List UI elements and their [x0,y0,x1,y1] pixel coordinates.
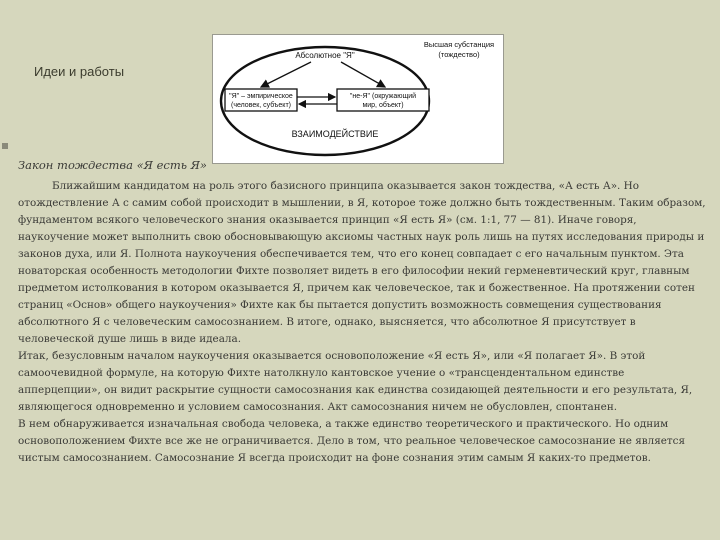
empirical-label-2: (человек, субъект) [231,102,291,109]
empirical-label-1: "Я" – эмпирическое [229,93,293,100]
bullet-marker [2,143,8,149]
arrow-to-empirical [261,62,311,87]
body-text [18,178,708,467]
not-i-label-2: мир, объект) [362,102,404,109]
paragraph-1: Ближайшим кандидатом на роль этого базисного принципа оказывается закон тождества, «А есть А». Но отождествление А с самим собой происходит в мышлении, в Я, которое тоже должно быть тождественным. Таким образом, фундаментом всякого человеческого знания оказывается принцип «Я есть Я» (см. 1:1, 77 — 81). Иначе говоря, наукоучение может выполнить свою обосновывающую аксиомы частных наук роль лишь на путях исследования природы и законов духа, или Я. Полнота наукоучения обеспечивается тем, что его конец совпадает с его начальным пунктом. Эта новаторская особенность методологии Фихте позволяет видеть в его философии некий герменевтический круг, главным предметом истолкования в котором оказывается Я, причем как человеческое, так и божественное. На протяжении сотен страниц «Основ» общего наукоучения» Фихте как бы пытается допустить возможность совмещения существования абсолютного Я с человеческим самосознанием. В итоге, однако, выясняется, что абсолютное Я присутствует в человеческой душе лишь в виде идеала. [18,180,706,345]
paragraph-2: Итак, безусловным началом наукоучения оказывается основоположение «Я есть Я», или «Я полагает Я». В этой самоочевидной формуле, на которую Фихте натолкнуло кантовское учение о «трансцендентальном единстве апперцепции», он видит раскрытие сущности самосознания как единства созидающей деятельности и его результата, Я, являющегося одновременно и условием самосознания. Акт самосознания ничем не обусловлен, спонтанен. [18,350,693,413]
absolute-i-label: Абсолютное "Я" [295,51,355,60]
slide-title: Идеи и работы [34,64,125,79]
diagram-canvas [213,35,503,163]
fichte-diagram [212,34,504,164]
identity-label: (тождество) [438,50,480,59]
interaction-label: ВЗАИМОДЕЙСТВИЕ [291,129,379,139]
not-i-label-1: "не-Я" (окружающий [349,93,417,100]
paragraph-3: В нем обнаруживается изначальная свобода человека, а также единство теоретического и практического. Но одним основоположением Фихте все же не ограничивается. Дело в том, что реальное человеческое самосознание не является чистым самосознанием. Самосознание Я всегда происходит на фоне сознания этим самым Я каких-то предметов. [18,418,686,464]
section-heading: Закон тождества «Я есть Я» [18,158,207,172]
arrow-to-not-i [341,62,385,87]
highest-substance-label: Высшая субстанция [423,40,495,49]
